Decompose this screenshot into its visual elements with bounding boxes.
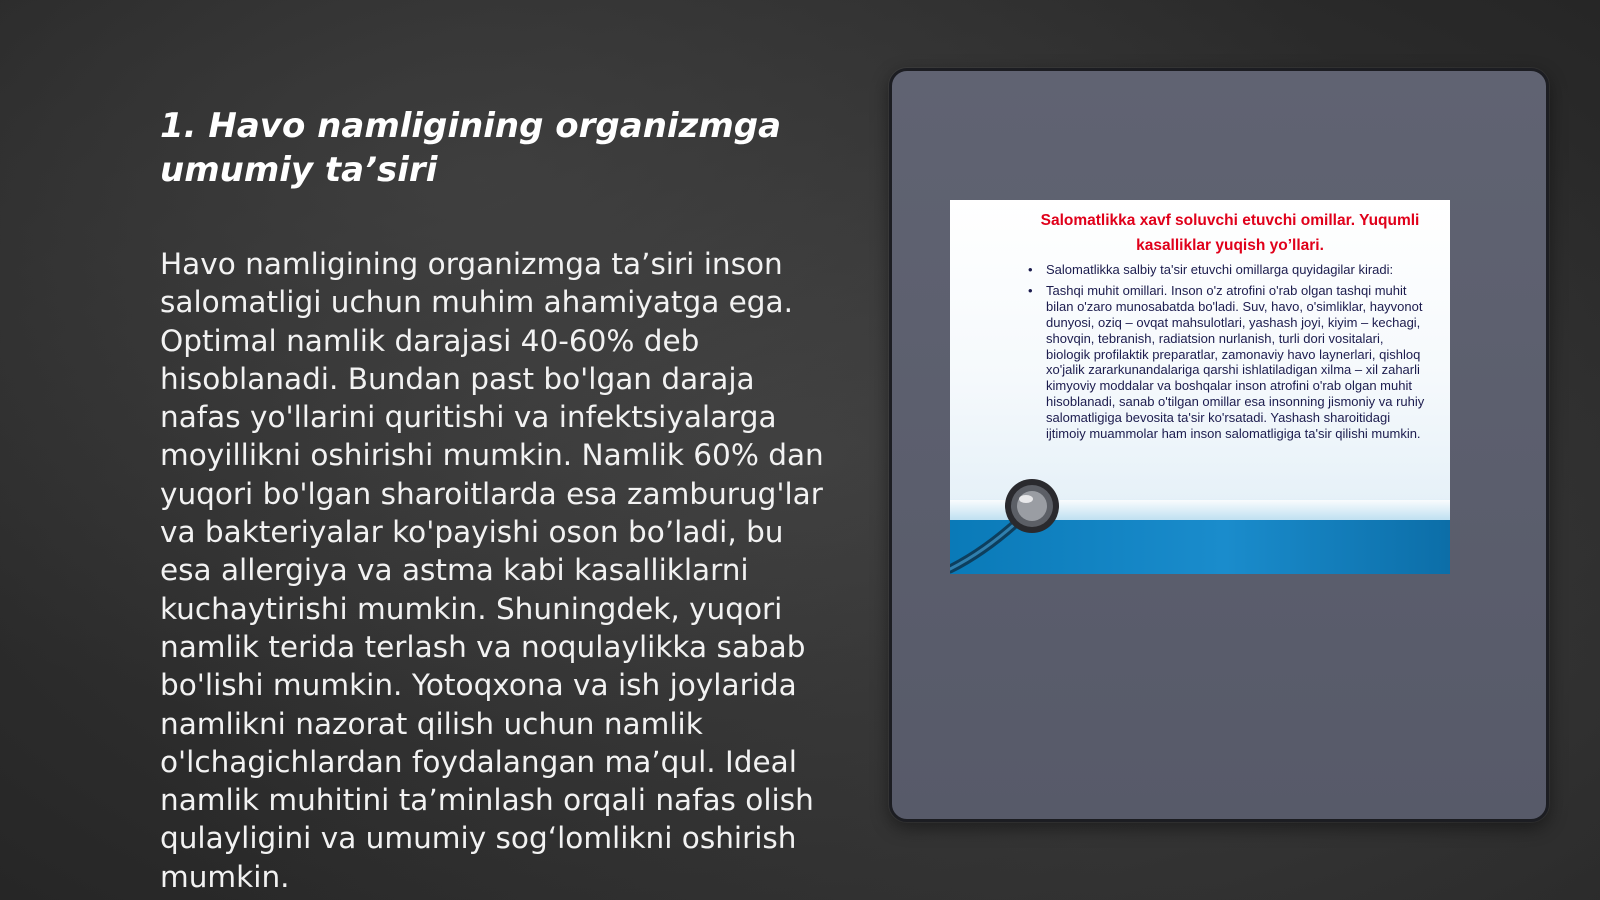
embedded-slide-image <box>950 200 1450 574</box>
slide-title: 1. Havo namligining organizmga umumiy ta’siri <box>160 106 782 190</box>
stethoscope-icon <box>950 474 1065 574</box>
embedded-bullet-text: Tashqi muhit omillari. Inson o'z atrofini o'rab olgan tashqi muhit bilan o'zaro munosabatda bo'ladi. Suv, havo, o'simliklar, hayvonot dunyosi, oziq – ovqat mahsulotlari, yashash joyi, kiyim – kechagi, shovqin, tebranish, radiatsion nurlanish, turli dori vositalari, biologik profilaktik preparatlar, zamonaviy havo laynerlari, qishloq xo'jalik zararkunandalariga qarshi ishlatiladigan xilma – xil zaharli kimyoviy moddalar va boshqalar inson atrofini o'rab olgan muhit hisoblanadi, sanab o'tilgan omillar esa insonning jismoniy va ruhiy salomatligiga bevosita ta'sir ko'rsatadi. Yashash sharoitidagi ijtimoiy muammolar ham inson salomatligiga ta'sir qilishi mumkin. <box>1046 282 1425 442</box>
embedded-slide-bullets <box>1028 262 1428 447</box>
embedded-bullet-item <box>1028 282 1428 442</box>
embedded-slide-title: Salomatlikka xavf soluvchi etuvchi omillar. Yuqumli kasalliklar yuqish yo’llari. <box>1040 212 1420 254</box>
embedded-bullet-text: Salomatlikka salbiy ta'sir etuvchi omillarga quyidagilar kiradi: <box>1046 262 1394 277</box>
bullet-icon: • <box>1028 262 1033 277</box>
embedded-bullet-item <box>1028 262 1428 278</box>
bullet-icon: • <box>1028 282 1033 298</box>
slide-body-text: Havo namligining organizmga ta’siri inson salomatligi uchun muhim ahamiyatga ega. Optimal namlik darajasi 40-60% deb hisoblanadi. Bundan past bo'lgan daraja nafas yo'llarini quritishi va infektsiyalarga moyillikni oshirishi mumkin. Namlik 60% dan yuqori bo'lgan sharoitlarda esa zamburug'lar va bakteriyalar ko'payishi oson bo’ladi, bu esa allergiya va astma kabi kasalliklarni kuchaytirishi mumkin. Shuningdek, yuqori namlik terida terlash va noqulaylikka sabab bo'lishi mumkin. Yotoqxona va ish joylarida namlikni nazorat qilish uchun namlik o'lchagichlardan foydalangan ma’qul. Ideal namlik muhitini ta’minlash orqali nafas olish qulayligini va umumiy sog‘lomlikni oshirish mumkin. <box>160 247 824 894</box>
